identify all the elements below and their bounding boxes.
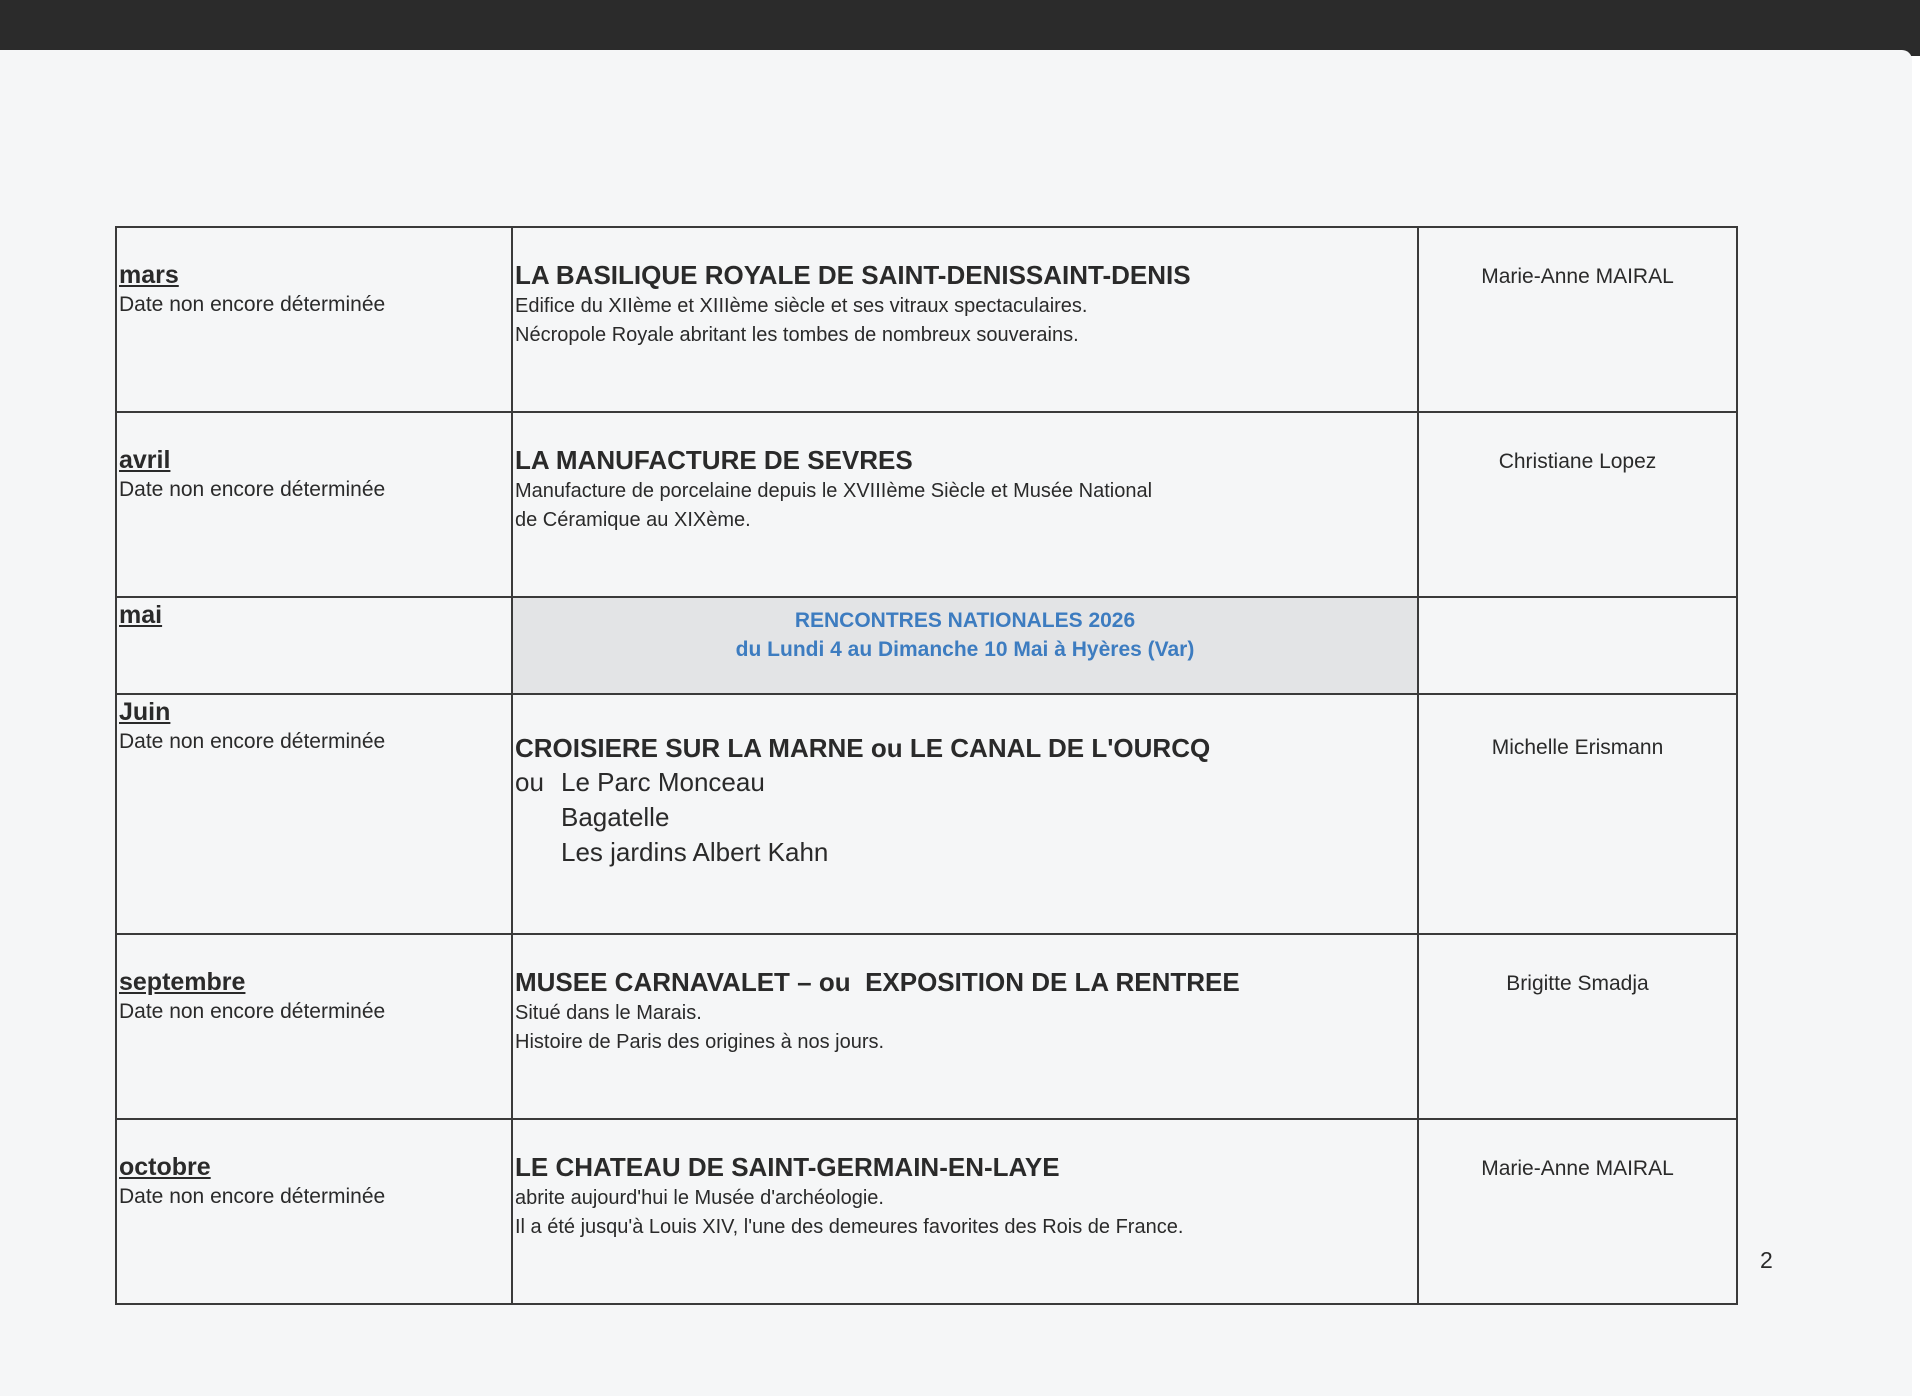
event-cell [512,412,1418,597]
event-cell [512,934,1418,1119]
program-table [115,226,1738,1305]
guide-cell [1418,597,1737,694]
table-row-juin [116,694,1737,934]
table-row-avril [116,412,1737,597]
event-description: de Céramique au XIXème. [515,509,751,531]
date-note: Date non encore déterminée [119,1000,386,1023]
event-title-alt: EXPOSITION DE LA RENTREE [865,967,1240,997]
alternative-venue: Les jardins Albert Kahn [561,837,829,867]
month-label: mars [119,261,179,289]
table-row-septembre [116,934,1737,1119]
alt-prefix: ou [515,767,544,797]
guide-cell [1418,227,1737,412]
event-description: Histoire de Paris des origines à nos jours. [515,1031,885,1053]
alternatives-list [515,765,1417,870]
event-description: Nécropole Royale abritant les tombes de nombreux souverains. [515,324,1079,346]
event-title: LA MANUFACTURE DE SEVRES [515,445,913,475]
event-title: LE CHATEAU DE SAINT-GERMAIN-EN-LAYE [515,1152,1060,1182]
banner-title: RENCONTRES NATIONALES 2026 [794,609,1136,632]
national-meeting-banner [512,597,1418,694]
alternative-venue: Le Parc Monceau [561,767,765,797]
month-label: septembre [119,968,246,996]
date-note: Date non encore déterminée [119,293,386,316]
guide-name: Marie-Anne MAIRAL [1481,1157,1674,1180]
event-description: abrite aujourd'hui le Musée d'archéologie. [515,1187,884,1209]
date-note: Date non encore déterminée [119,478,386,501]
scan-top-edge [0,0,1920,56]
event-description: Situé dans le Marais. [515,1002,702,1024]
event-title-main: MUSEE CARNAVALET [515,967,790,997]
guide-name: Brigitte Smadja [1506,972,1649,995]
date-note: Date non encore déterminée [119,730,386,753]
page-number: 2 [1760,1247,1773,1273]
event-title [515,965,1417,999]
guide-cell [1418,694,1737,934]
event-cell [512,694,1418,934]
list-item [515,835,1417,870]
month-label: Juin [119,698,171,726]
event-title: CROISIERE SUR LA MARNE ou LE CANAL DE L'OURCQ [515,733,1211,763]
guide-name: Marie-Anne MAIRAL [1481,265,1674,288]
alternative-venue: Bagatelle [561,802,670,832]
event-description: Edifice du XIIème et XIIIème siècle et ses vitraux spectaculaires. [515,295,1088,317]
guide-name: Christiane Lopez [1498,450,1657,473]
list-item [515,765,1417,800]
month-label: avril [119,446,171,474]
month-cell [116,694,512,934]
month-cell [116,597,512,694]
event-description: Il a été jusqu'à Louis XIV, l'une des demeures favorites des Rois de France. [515,1216,1184,1238]
month-cell [116,934,512,1119]
event-description: Manufacture de porcelaine depuis le XVIIIème Siècle et Musée National [515,480,1153,502]
table-row-mai [116,597,1737,694]
month-cell [116,227,512,412]
event-cell [512,227,1418,412]
banner-dates: du Lundi 4 au Dimanche 10 Mai à Hyères (Var) [735,638,1195,661]
guide-cell [1418,412,1737,597]
month-label: mai [119,601,163,629]
month-cell [116,412,512,597]
guide-name: Michelle Erismann [1491,736,1664,759]
table-row-mars [116,227,1737,412]
date-note: Date non encore déterminée [119,1185,386,1208]
list-item [515,800,1417,835]
event-title-separator: – ou [789,967,866,997]
month-cell [116,1119,512,1304]
month-label: octobre [119,1153,211,1181]
event-cell [512,1119,1418,1304]
guide-cell [1418,934,1737,1119]
event-title: LA BASILIQUE ROYALE DE SAINT-DENISSAINT-DENIS [515,260,1191,290]
table-row-octobre [116,1119,1737,1304]
guide-cell [1418,1119,1737,1304]
